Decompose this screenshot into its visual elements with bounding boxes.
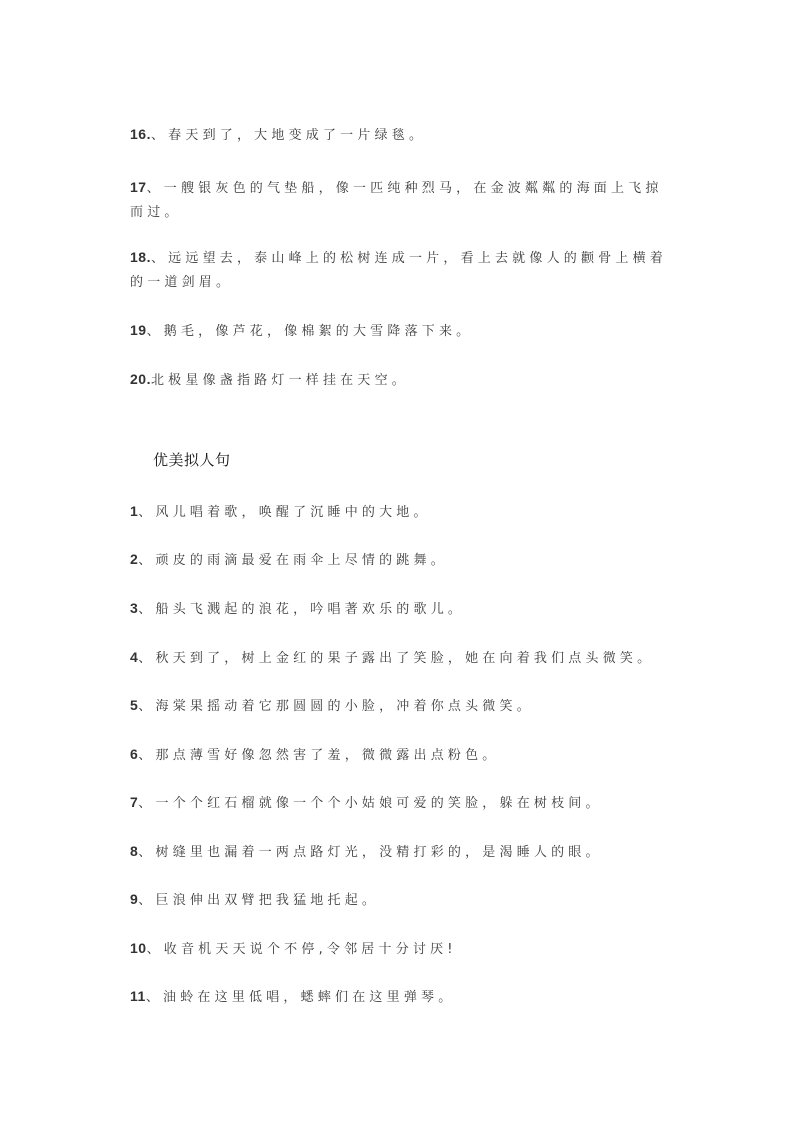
simile-item-17 [130, 175, 670, 225]
item-text: 、顽皮的雨滴最爱在雨伞上尽情的跳舞。 [138, 553, 448, 568]
section-heading: 优美拟人句 [153, 451, 231, 469]
item-number: 2 [130, 551, 139, 567]
personification-item-6 [130, 742, 670, 768]
personification-item-4 [130, 645, 670, 671]
item-text: 、巨浪伸出双臂把我猛地托起。 [138, 893, 380, 908]
simile-item-19 [130, 318, 670, 344]
simile-item-18 [130, 245, 670, 295]
simile-item-20 [130, 367, 670, 393]
personification-item-10 [130, 936, 670, 962]
personification-item-9 [130, 887, 670, 913]
item-text: 、树缝里也漏着一两点路灯光，没精打彩的，是渴睡人的眼。 [138, 845, 603, 860]
item-text: 北极星像盏指路灯一样挂在天空。 [150, 373, 409, 388]
item-text: 、远远望去，泰山峰上的松树连成一片，看上去就像人的颧骨上横着的一道剑眉。 [130, 251, 667, 290]
item-number: 3 [130, 600, 139, 616]
simile-item-16 [130, 122, 670, 148]
item-text: 、油蛉在这里低唱，蟋蟀们在这里弹琴。 [145, 990, 456, 1005]
item-number: 18. [130, 249, 151, 265]
item-number: 20. [130, 371, 151, 387]
personification-item-1 [130, 499, 670, 525]
personification-item-7 [130, 790, 670, 816]
item-text: 、船头飞溅起的浪花，吟唱著欢乐的歌儿。 [138, 602, 466, 617]
personification-item-2 [130, 547, 670, 573]
item-number: 1 [130, 503, 139, 519]
item-number: 5 [130, 697, 139, 713]
item-text: 、秋天到了，树上金红的果子露出了笑脸，她在向着我们点头微笑。 [138, 651, 655, 666]
item-number: 11 [130, 988, 146, 1004]
item-number: 8 [130, 843, 139, 859]
item-number: 4 [130, 649, 139, 665]
item-text: 、风儿唱着歌，唤醒了沉睡中的大地。 [138, 505, 431, 520]
item-text: 、鹅毛，像芦花，像棉絮的大雪降落下来。 [146, 324, 474, 339]
item-number: 19 [130, 322, 147, 338]
personification-item-5 [130, 693, 670, 719]
item-number: 9 [130, 891, 139, 907]
item-number: 16. [130, 126, 151, 142]
item-text: 、一艘银灰色的气垫船，像一匹纯种烈马，在金波粼粼的海面上飞掠而过。 [130, 181, 663, 220]
personification-item-11 [130, 984, 670, 1010]
personification-item-8 [130, 839, 670, 865]
item-number: 10 [130, 940, 147, 956]
item-text: 、海棠果摇动着它那圆圆的小脸，冲着你点头微笑。 [138, 699, 534, 714]
item-text: 、春天到了，大地变成了一片绿毯。 [150, 128, 427, 143]
item-text: 、那点薄雪好像忽然害了羞，微微露出点粉色。 [138, 748, 500, 763]
item-number: 7 [130, 794, 139, 810]
personification-item-3 [130, 596, 670, 622]
item-text: 、收音机天天说个不停,令邻居十分讨厌! [146, 942, 457, 957]
item-text: 、一个个红石榴就像一个个小姑娘可爱的笑脸，躲在树枝间。 [138, 796, 603, 811]
item-number: 17 [130, 179, 147, 195]
item-number: 6 [130, 746, 139, 762]
